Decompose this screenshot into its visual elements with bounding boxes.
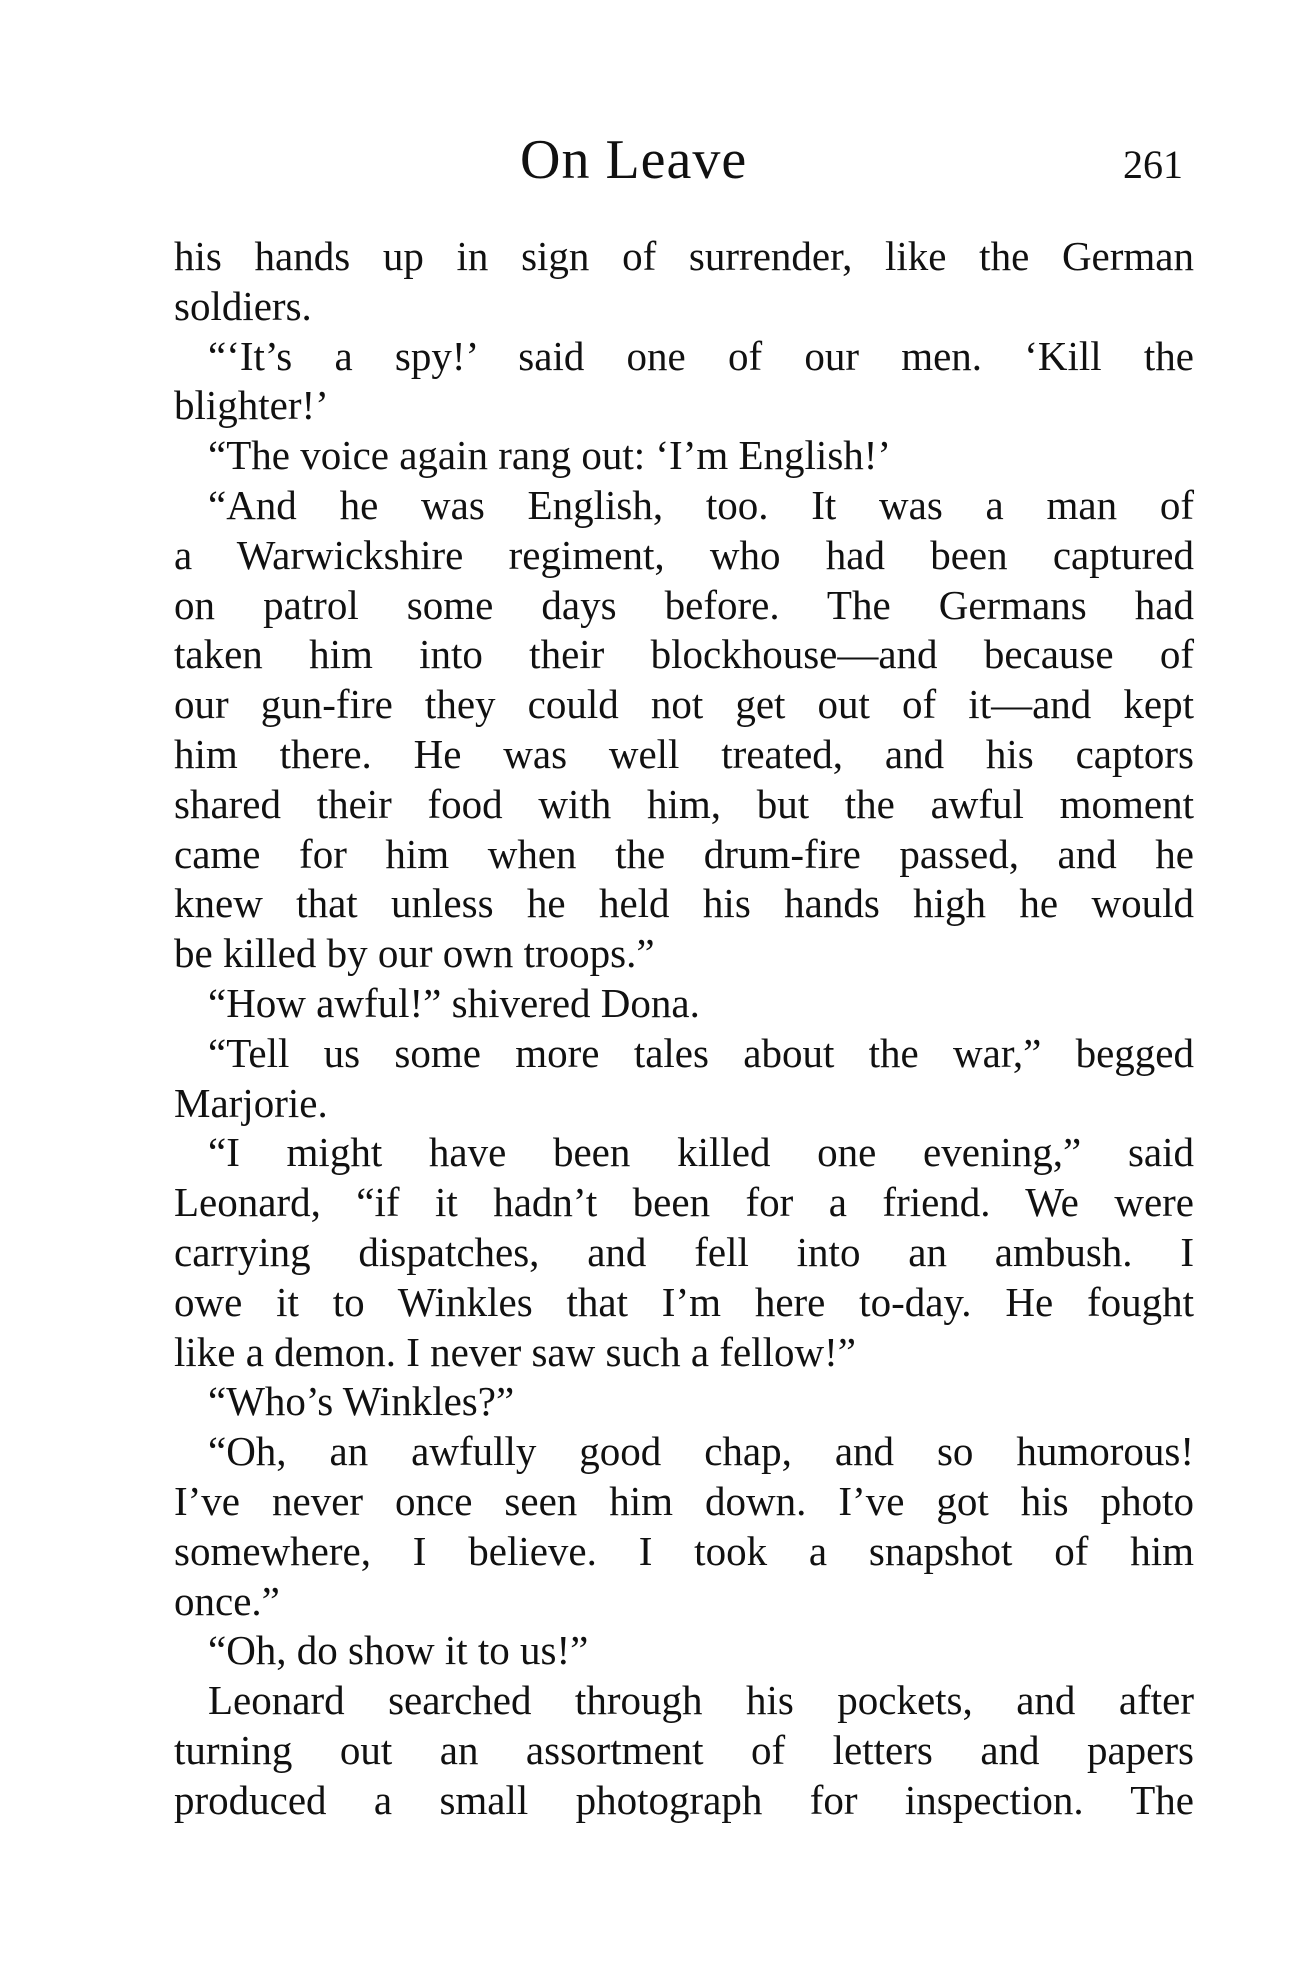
text-line: “Oh, do show it to us!” (208, 1627, 589, 1674)
text-line: “Who’s Winkles?” (208, 1378, 515, 1425)
text-line: knew that unless he held his hands high he would (174, 880, 1194, 927)
text-line: came for him when the drum-fire passed, and he (174, 830, 1194, 877)
page-header (0, 125, 1303, 195)
text-line: I’ve never once seen him down. I’ve got his photo (174, 1477, 1194, 1524)
text-line: owe it to Winkles that I’m here to-day. He fought (174, 1278, 1194, 1325)
text-line: a Warwickshire regiment, who had been captured (174, 531, 1194, 578)
text-line: blighter!’ (174, 382, 329, 429)
text-line: shared their food with him, but the awful moment (174, 780, 1194, 827)
text-line: on patrol some days before. The Germans had (174, 581, 1194, 628)
text-line: him there. He was well treated, and his captors (174, 730, 1194, 777)
text-line: “‘It’s a spy!’ said one of our men. ‘Kill the (208, 332, 1194, 379)
text-line: carrying dispatches, and fell into an ambush. I (174, 1228, 1194, 1275)
text-line: be killed by our own troops.” (174, 930, 655, 977)
text-line: “I might have been killed one evening,” said (208, 1129, 1194, 1176)
text-line: taken him into their blockhouse—and because of (174, 631, 1194, 678)
text-line: “How awful!” shivered Dona. (208, 979, 700, 1026)
text-line: turning out an assortment of letters and papers (174, 1726, 1194, 1773)
text-line: once.” (174, 1577, 280, 1624)
text-line: “Oh, an awfully good chap, and so humorous! (208, 1428, 1194, 1475)
text-line: like a demon. I never saw such a fellow!” (174, 1328, 856, 1375)
text-line: “The voice again rang out: ‘I’m English!’ (208, 432, 892, 479)
text-line: Leonard, “if it hadn’t been for a friend. We were (174, 1179, 1194, 1226)
text-line: somewhere, I believe. I took a snapshot of him (174, 1527, 1194, 1574)
text-line: soldiers. (174, 282, 312, 329)
body-text (174, 232, 1194, 1826)
text-line: our gun-fire they could not get out of it—and kept (174, 681, 1194, 728)
text-line: “And he was English, too. It was a man of (208, 481, 1194, 528)
running-title: On Leave (520, 129, 748, 191)
text-line: produced a small photograph for inspection. The (174, 1776, 1194, 1823)
text-line: Marjorie. (174, 1079, 328, 1126)
page-number: 261 (1123, 142, 1183, 187)
text-line: his hands up in sign of surrender, like the German (174, 233, 1194, 279)
text-line: Leonard searched through his pockets, and after (208, 1677, 1194, 1724)
text-line: “Tell us some more tales about the war,” begged (208, 1029, 1194, 1076)
